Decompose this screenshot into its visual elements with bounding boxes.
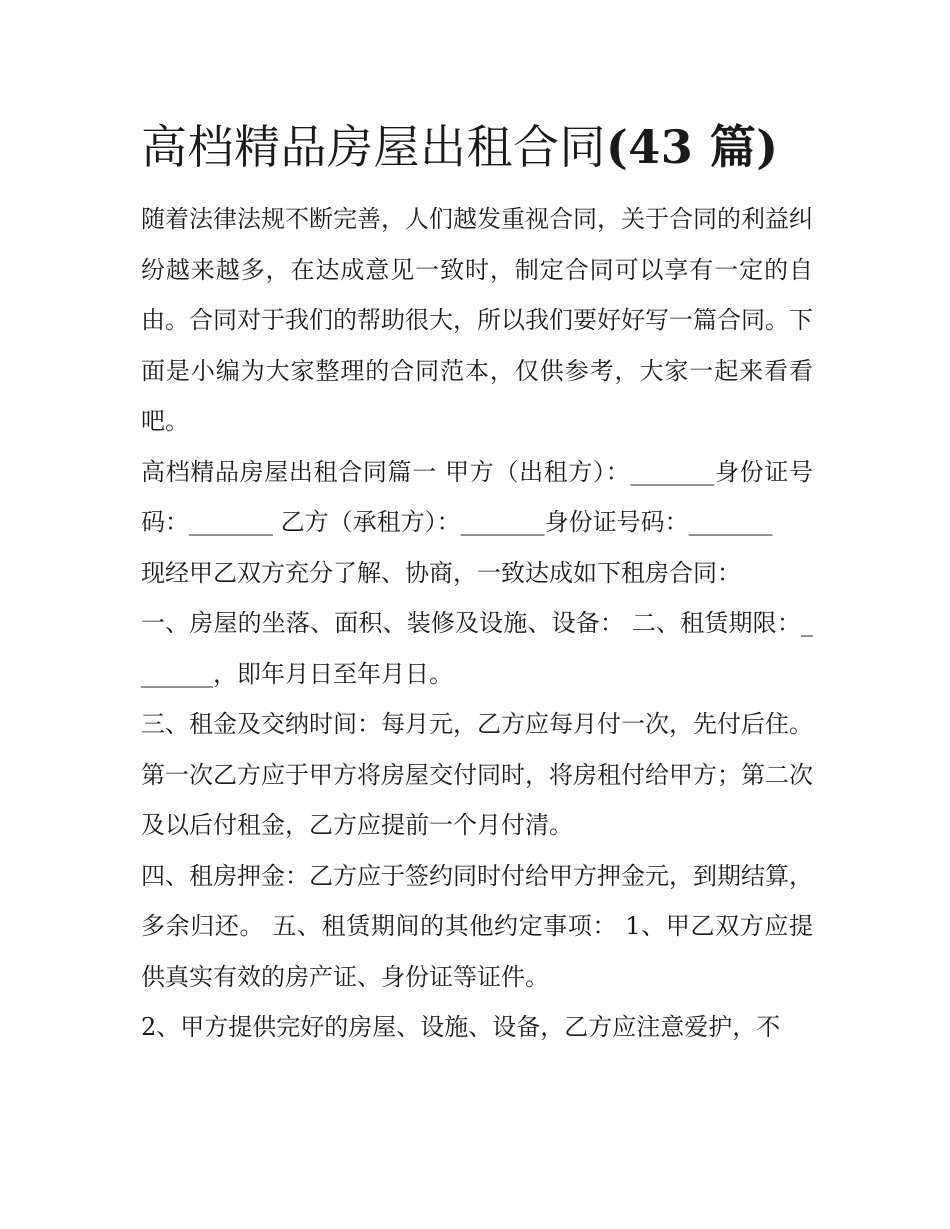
document-title-text: 高档精品房屋出租合同 (141, 120, 606, 174)
clause-3-paragraph: 三、租金及交纳时间：每月元，乙方应每月付一次，先付后住。第一次乙方应于甲方将房屋交付同时，将房租付给甲方；第二次及以后付租金，乙方应提前一个月付清。 (141, 710, 813, 839)
parties-paragraph: 高档精品房屋出租合同篇一 甲方（出租方）：_______身份证号码：_______ 乙方（承租方）：_______身份证号码：_______ (141, 457, 813, 536)
document-title (141, 112, 813, 182)
agreement-paragraph: 现经甲乙双方充分了解、协商，一致达成如下租房合同： (141, 558, 741, 587)
clause-1-2-paragraph: 一、房屋的坐落、面积、装修及设施、设备： 二、租赁期限：_______，即年月日至年月日。 (141, 609, 813, 688)
intro-paragraph: 随着法律法规不断完善，人们越发重视合同，关于合同的利益纠纷越来越多，在达成意见一致时，制定合同可以享有一定的自由。合同对于我们的帮助很大，所以我们要好好写一篇合同。下面是小编为大家整理的合同范本，仅供参考，大家一起来看看吧。 (141, 205, 813, 435)
document-title-count: (43 篇) (606, 120, 779, 174)
clause-5-2-paragraph: 2、甲方提供完好的房屋、设施、设备，乙方应注意爱护，不 (141, 1013, 781, 1041)
clause-4-5-paragraph: 四、租房押金：乙方应于签约同时付给甲方押金元，到期结算，多余归还。 五、租赁期间的其他约定事项： 1、甲乙双方应提供真实有效的房产证、身份证等证件。 (141, 861, 813, 991)
document-body (141, 112, 813, 1053)
